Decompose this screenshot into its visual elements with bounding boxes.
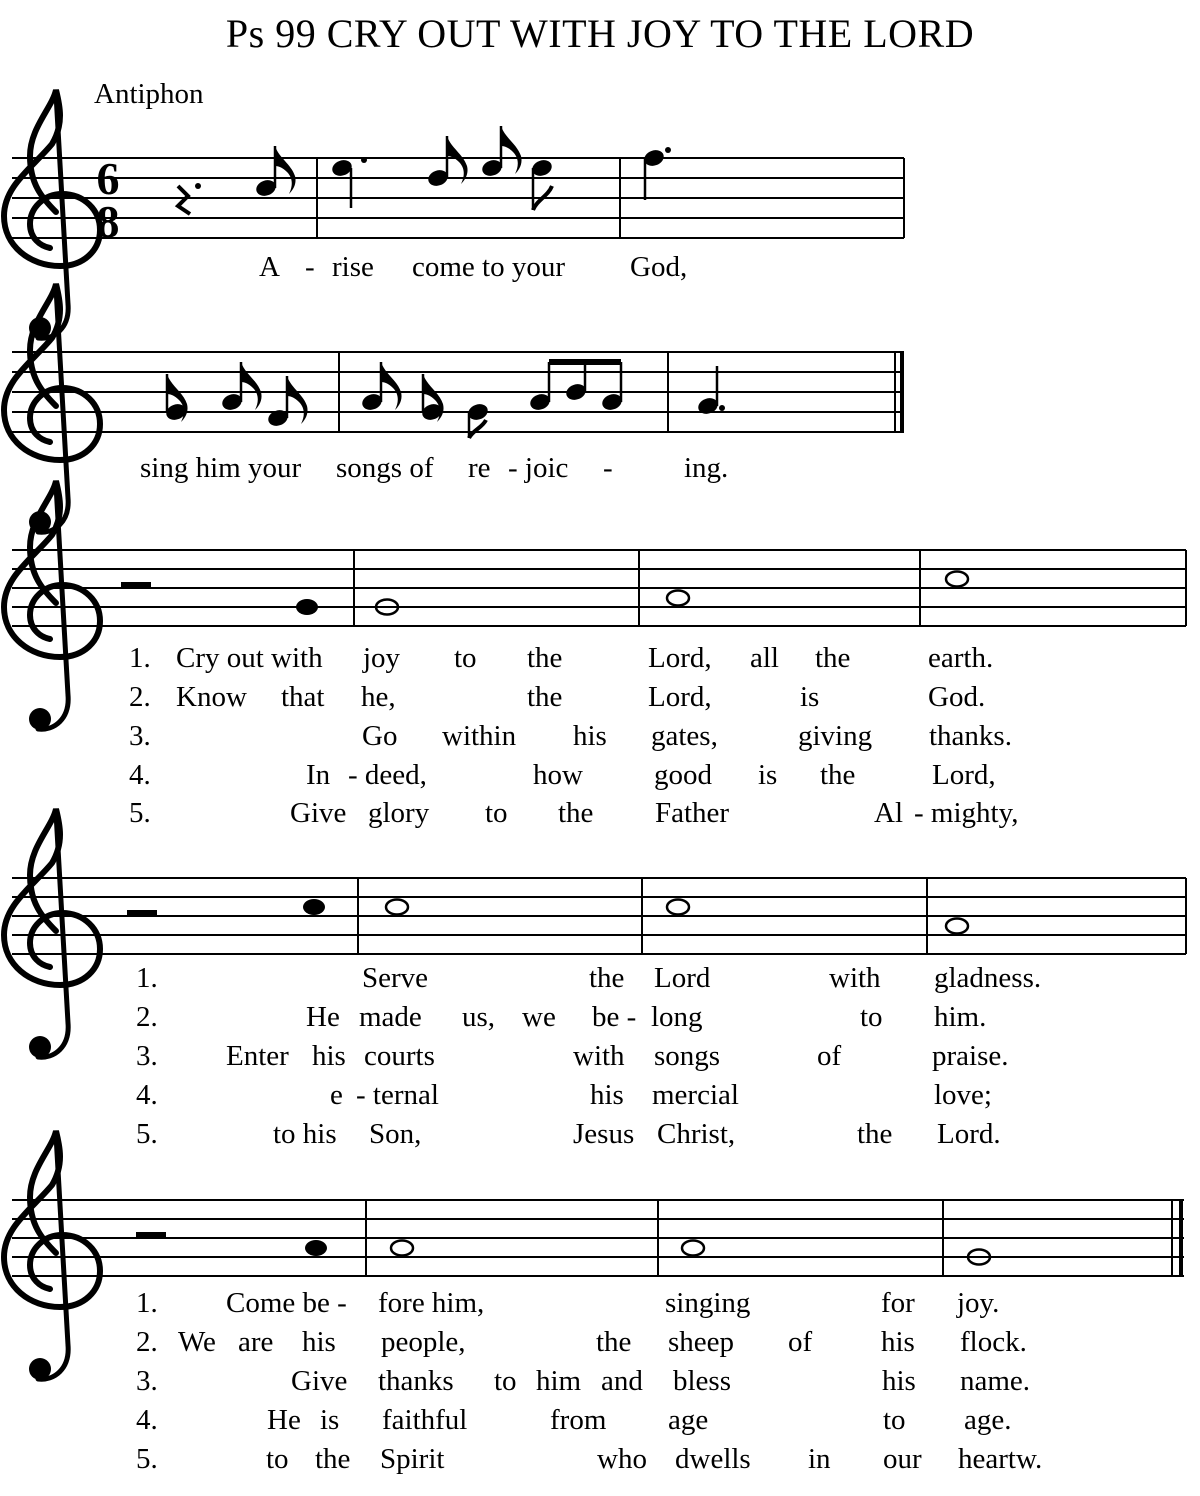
- lyric-hyphen: -: [603, 452, 613, 484]
- lyric-syllable: Lord,: [648, 681, 712, 713]
- lyric-syllable: is: [320, 1404, 340, 1436]
- note: [303, 899, 325, 915]
- lyric-syllable: him: [536, 1365, 582, 1397]
- verse-line: [129, 797, 1018, 829]
- lyric-syllable: to: [485, 797, 508, 829]
- half-rest-icon: [127, 910, 157, 917]
- verse-line: [136, 1001, 986, 1033]
- lyric-syllable: heartw.: [958, 1443, 1043, 1475]
- note: [946, 572, 968, 587]
- lyric-syllable: in: [808, 1443, 831, 1475]
- lyric-syllable: to: [266, 1443, 289, 1475]
- verse-line: [136, 1443, 1042, 1475]
- lyric-syllable: love;: [934, 1079, 992, 1111]
- lyric-syllable: Cry out with: [176, 642, 323, 674]
- verse-number: 2.: [129, 681, 151, 713]
- lyric-syllable: is: [800, 681, 820, 713]
- beamed-note-group: [528, 362, 624, 412]
- lyric-syllable: courts: [364, 1040, 435, 1072]
- section-label-antiphon: Antiphon: [94, 78, 204, 110]
- lyric-syllable: rise: [332, 251, 374, 283]
- lyric-syllable: Enter: [226, 1040, 289, 1072]
- lyric-syllable: the: [527, 681, 563, 713]
- lyric-syllable: Spirit: [380, 1443, 445, 1475]
- staff-system-2: [4, 284, 904, 533]
- lyric-syllable: his: [302, 1326, 336, 1358]
- eighth-rest-icon: [178, 186, 190, 214]
- note: [266, 376, 307, 428]
- verse-line: [129, 642, 993, 674]
- note: [305, 1240, 327, 1256]
- lyric-syllable: glory: [368, 797, 430, 829]
- note: [682, 1241, 704, 1256]
- lyric-syllable: is: [758, 759, 778, 791]
- verse-line: [136, 1118, 1001, 1150]
- lyric-syllable: we: [522, 1001, 556, 1033]
- note: [330, 157, 367, 208]
- note: [386, 900, 408, 915]
- lyric-syllable: of: [817, 1040, 842, 1072]
- lyric-syllable: good: [654, 759, 712, 791]
- lyric-syllable: the: [857, 1118, 893, 1150]
- verse-number: 4.: [136, 1404, 158, 1436]
- lyric-syllable: gates,: [651, 720, 718, 752]
- verse-number: 2.: [136, 1326, 158, 1358]
- verse-block-1: [129, 642, 1018, 829]
- lyric-syllable: He: [306, 1001, 340, 1033]
- lyric-syllable: praise.: [932, 1040, 1009, 1072]
- lyric-syllable: all: [750, 642, 779, 674]
- lyric-syllable: the: [558, 797, 594, 829]
- lyric-syllable: within: [442, 720, 517, 752]
- verse-number: 5.: [136, 1118, 158, 1150]
- lyric-syllable: sheep: [668, 1326, 735, 1358]
- verse-number: 4.: [129, 759, 151, 791]
- lyric-syllable: to: [494, 1365, 517, 1397]
- note: [220, 362, 261, 412]
- lyric-syllable: God.: [928, 681, 986, 713]
- lyric-syllable: joy.: [957, 1287, 1000, 1319]
- lyric-syllable: the: [815, 642, 851, 674]
- lyric-syllable: the: [315, 1443, 351, 1475]
- lyrics-antiphon-line-1: [259, 251, 687, 283]
- lyric-syllable: his: [573, 720, 607, 752]
- verse-line: [129, 720, 1012, 752]
- lyric-syllable: gladness.: [934, 962, 1042, 994]
- lyric-syllable: re: [468, 452, 491, 484]
- note: [254, 146, 295, 198]
- lyric-syllable: Go: [362, 720, 398, 752]
- lyric-syllable: to his: [273, 1118, 337, 1150]
- lyric-syllable: thanks: [378, 1365, 454, 1397]
- lyric-syllable: Lord,: [648, 642, 712, 674]
- lyric-syllable: the: [527, 642, 563, 674]
- verse-line: [129, 681, 985, 713]
- lyric-syllable: flock.: [960, 1326, 1027, 1358]
- lyric-syllable: mercial: [652, 1079, 739, 1111]
- lyric-syllable: the: [820, 759, 856, 791]
- lyric-syllable: God,: [630, 251, 688, 283]
- verse-block-2: [136, 962, 1041, 1150]
- verse-line: [136, 1287, 999, 1319]
- lyric-syllable: Give: [290, 797, 347, 829]
- lyric-syllable: singing: [665, 1287, 751, 1319]
- lyric-syllable: sing him your: [140, 452, 302, 484]
- lyric-syllable: - mighty,: [914, 797, 1019, 829]
- verse-number: 3.: [129, 720, 151, 752]
- lyric-syllable: faithful: [382, 1404, 468, 1436]
- lyric-syllable: his: [312, 1040, 346, 1072]
- lyric-syllable: ing.: [684, 452, 729, 484]
- note: [667, 900, 689, 915]
- lyric-syllable: the: [596, 1326, 632, 1358]
- note: [642, 147, 671, 200]
- lyric-syllable: He: [267, 1404, 301, 1436]
- lyric-syllable: songs of: [336, 452, 434, 484]
- lyric-syllable: our: [883, 1443, 922, 1475]
- note: [946, 919, 968, 934]
- lyric-syllable: Lord.: [937, 1118, 1001, 1150]
- staff-system-1: [4, 90, 904, 339]
- lyric-syllable: name.: [960, 1365, 1031, 1397]
- treble-clef-icon: [4, 1131, 100, 1380]
- verse-line: [136, 1326, 1027, 1358]
- lyric-syllable: fore him,: [378, 1287, 485, 1319]
- lyric-syllable: Father: [655, 797, 730, 829]
- lyric-syllable: Know: [176, 681, 247, 713]
- lyric-syllable: who: [597, 1443, 647, 1475]
- treble-clef-icon: [4, 809, 100, 1058]
- lyric-syllable: Lord: [654, 962, 711, 994]
- verse-line: [136, 1404, 1012, 1436]
- lyric-syllable: joy: [363, 642, 401, 674]
- lyric-syllable: the: [589, 962, 625, 994]
- note: [426, 136, 467, 188]
- lyric-syllable: dwells: [675, 1443, 751, 1475]
- verse-line: [136, 962, 1041, 994]
- lyric-syllable: that: [281, 681, 325, 713]
- lyric-syllable: people,: [381, 1326, 466, 1358]
- time-signature-bottom: 8: [96, 196, 120, 247]
- lyric-syllable: to: [454, 642, 477, 674]
- lyric-syllable: In: [306, 759, 331, 791]
- verse-number: 1.: [136, 1287, 158, 1319]
- lyric-syllable: to: [860, 1001, 883, 1033]
- verse-number: 1.: [129, 642, 151, 674]
- treble-clef-icon: [4, 481, 100, 730]
- lyric-syllable: earth.: [928, 642, 994, 674]
- lyric-syllable: We: [178, 1326, 216, 1358]
- verse-number: 5.: [129, 797, 151, 829]
- lyric-syllable: Jesus: [573, 1118, 635, 1150]
- verse-number: 4.: [136, 1079, 158, 1111]
- lyric-syllable: he,: [361, 681, 396, 713]
- lyric-syllable: come to your: [412, 251, 566, 283]
- time-signature-top: 6: [96, 153, 120, 204]
- verse-line: [136, 1040, 1009, 1072]
- verse-number: 1.: [136, 962, 158, 994]
- lyric-syllable: his: [882, 1365, 916, 1397]
- lyrics-antiphon-line-2: [140, 452, 728, 484]
- lyric-syllable: Come be -: [226, 1287, 347, 1319]
- lyric-syllable: long: [651, 1001, 703, 1033]
- note: [667, 591, 689, 606]
- lyric-syllable: age.: [964, 1404, 1012, 1436]
- note: [360, 362, 401, 412]
- note: [480, 126, 521, 178]
- lyric-syllable: us,: [462, 1001, 496, 1033]
- lyric-syllable: and: [601, 1365, 643, 1397]
- verse-block-3: [136, 1287, 1042, 1475]
- lyric-syllable: - deed,: [348, 759, 427, 791]
- lyric-syllable: his: [590, 1079, 624, 1111]
- lyric-syllable: are: [238, 1326, 274, 1358]
- lyric-syllable: bless: [673, 1365, 731, 1397]
- lyric-syllable: giving: [798, 720, 873, 752]
- lyric-syllable: Give: [291, 1365, 348, 1397]
- lyric-syllable: Serve: [362, 962, 429, 994]
- lyric-syllable: - ternal: [356, 1079, 439, 1111]
- lyric-syllable: to: [883, 1404, 906, 1436]
- verse-number: 5.: [136, 1443, 158, 1475]
- lyric-syllable: his: [881, 1326, 915, 1358]
- half-rest-icon: [121, 582, 151, 589]
- lyric-syllable: him.: [934, 1001, 987, 1033]
- note: [296, 599, 318, 615]
- lyric-syllable: age: [668, 1404, 709, 1436]
- lyric-syllable: with: [829, 962, 881, 994]
- note: [530, 158, 554, 210]
- lyric-syllable: from: [550, 1404, 607, 1436]
- treble-clef-icon: [4, 90, 100, 339]
- verse-line: [136, 1079, 992, 1111]
- verse-number: 2.: [136, 1001, 158, 1033]
- lyric-syllable: A: [259, 251, 280, 283]
- verse-line: [136, 1365, 1030, 1397]
- lyric-syllable: made: [359, 1001, 422, 1033]
- lyric-syllable: how: [533, 759, 583, 791]
- verse-line: [129, 759, 996, 791]
- lyric-syllable: - joic: [508, 452, 569, 484]
- lyric-syllable: Christ,: [657, 1118, 736, 1150]
- lyric-syllable: e: [330, 1079, 343, 1111]
- lyric-syllable: be -: [592, 1001, 637, 1033]
- verse-number: 3.: [136, 1040, 158, 1072]
- page-title: Ps 99 CRY OUT WITH JOY TO THE LORD: [225, 11, 975, 56]
- verse-number: 3.: [136, 1365, 158, 1397]
- lyric-syllable: Lord,: [932, 759, 996, 791]
- note: [391, 1241, 413, 1256]
- lyric-syllable: of: [788, 1326, 813, 1358]
- lyric-syllable: Son,: [369, 1118, 422, 1150]
- lyric-syllable: thanks.: [929, 720, 1012, 752]
- lyric-syllable: for: [881, 1287, 915, 1319]
- half-rest-icon: [136, 1232, 166, 1239]
- lyric-syllable: Al: [874, 797, 903, 829]
- lyric-hyphen: -: [305, 251, 315, 283]
- note: [420, 374, 444, 422]
- note: [164, 374, 188, 422]
- lyric-syllable: with: [573, 1040, 625, 1072]
- lyric-syllable: songs: [654, 1040, 721, 1072]
